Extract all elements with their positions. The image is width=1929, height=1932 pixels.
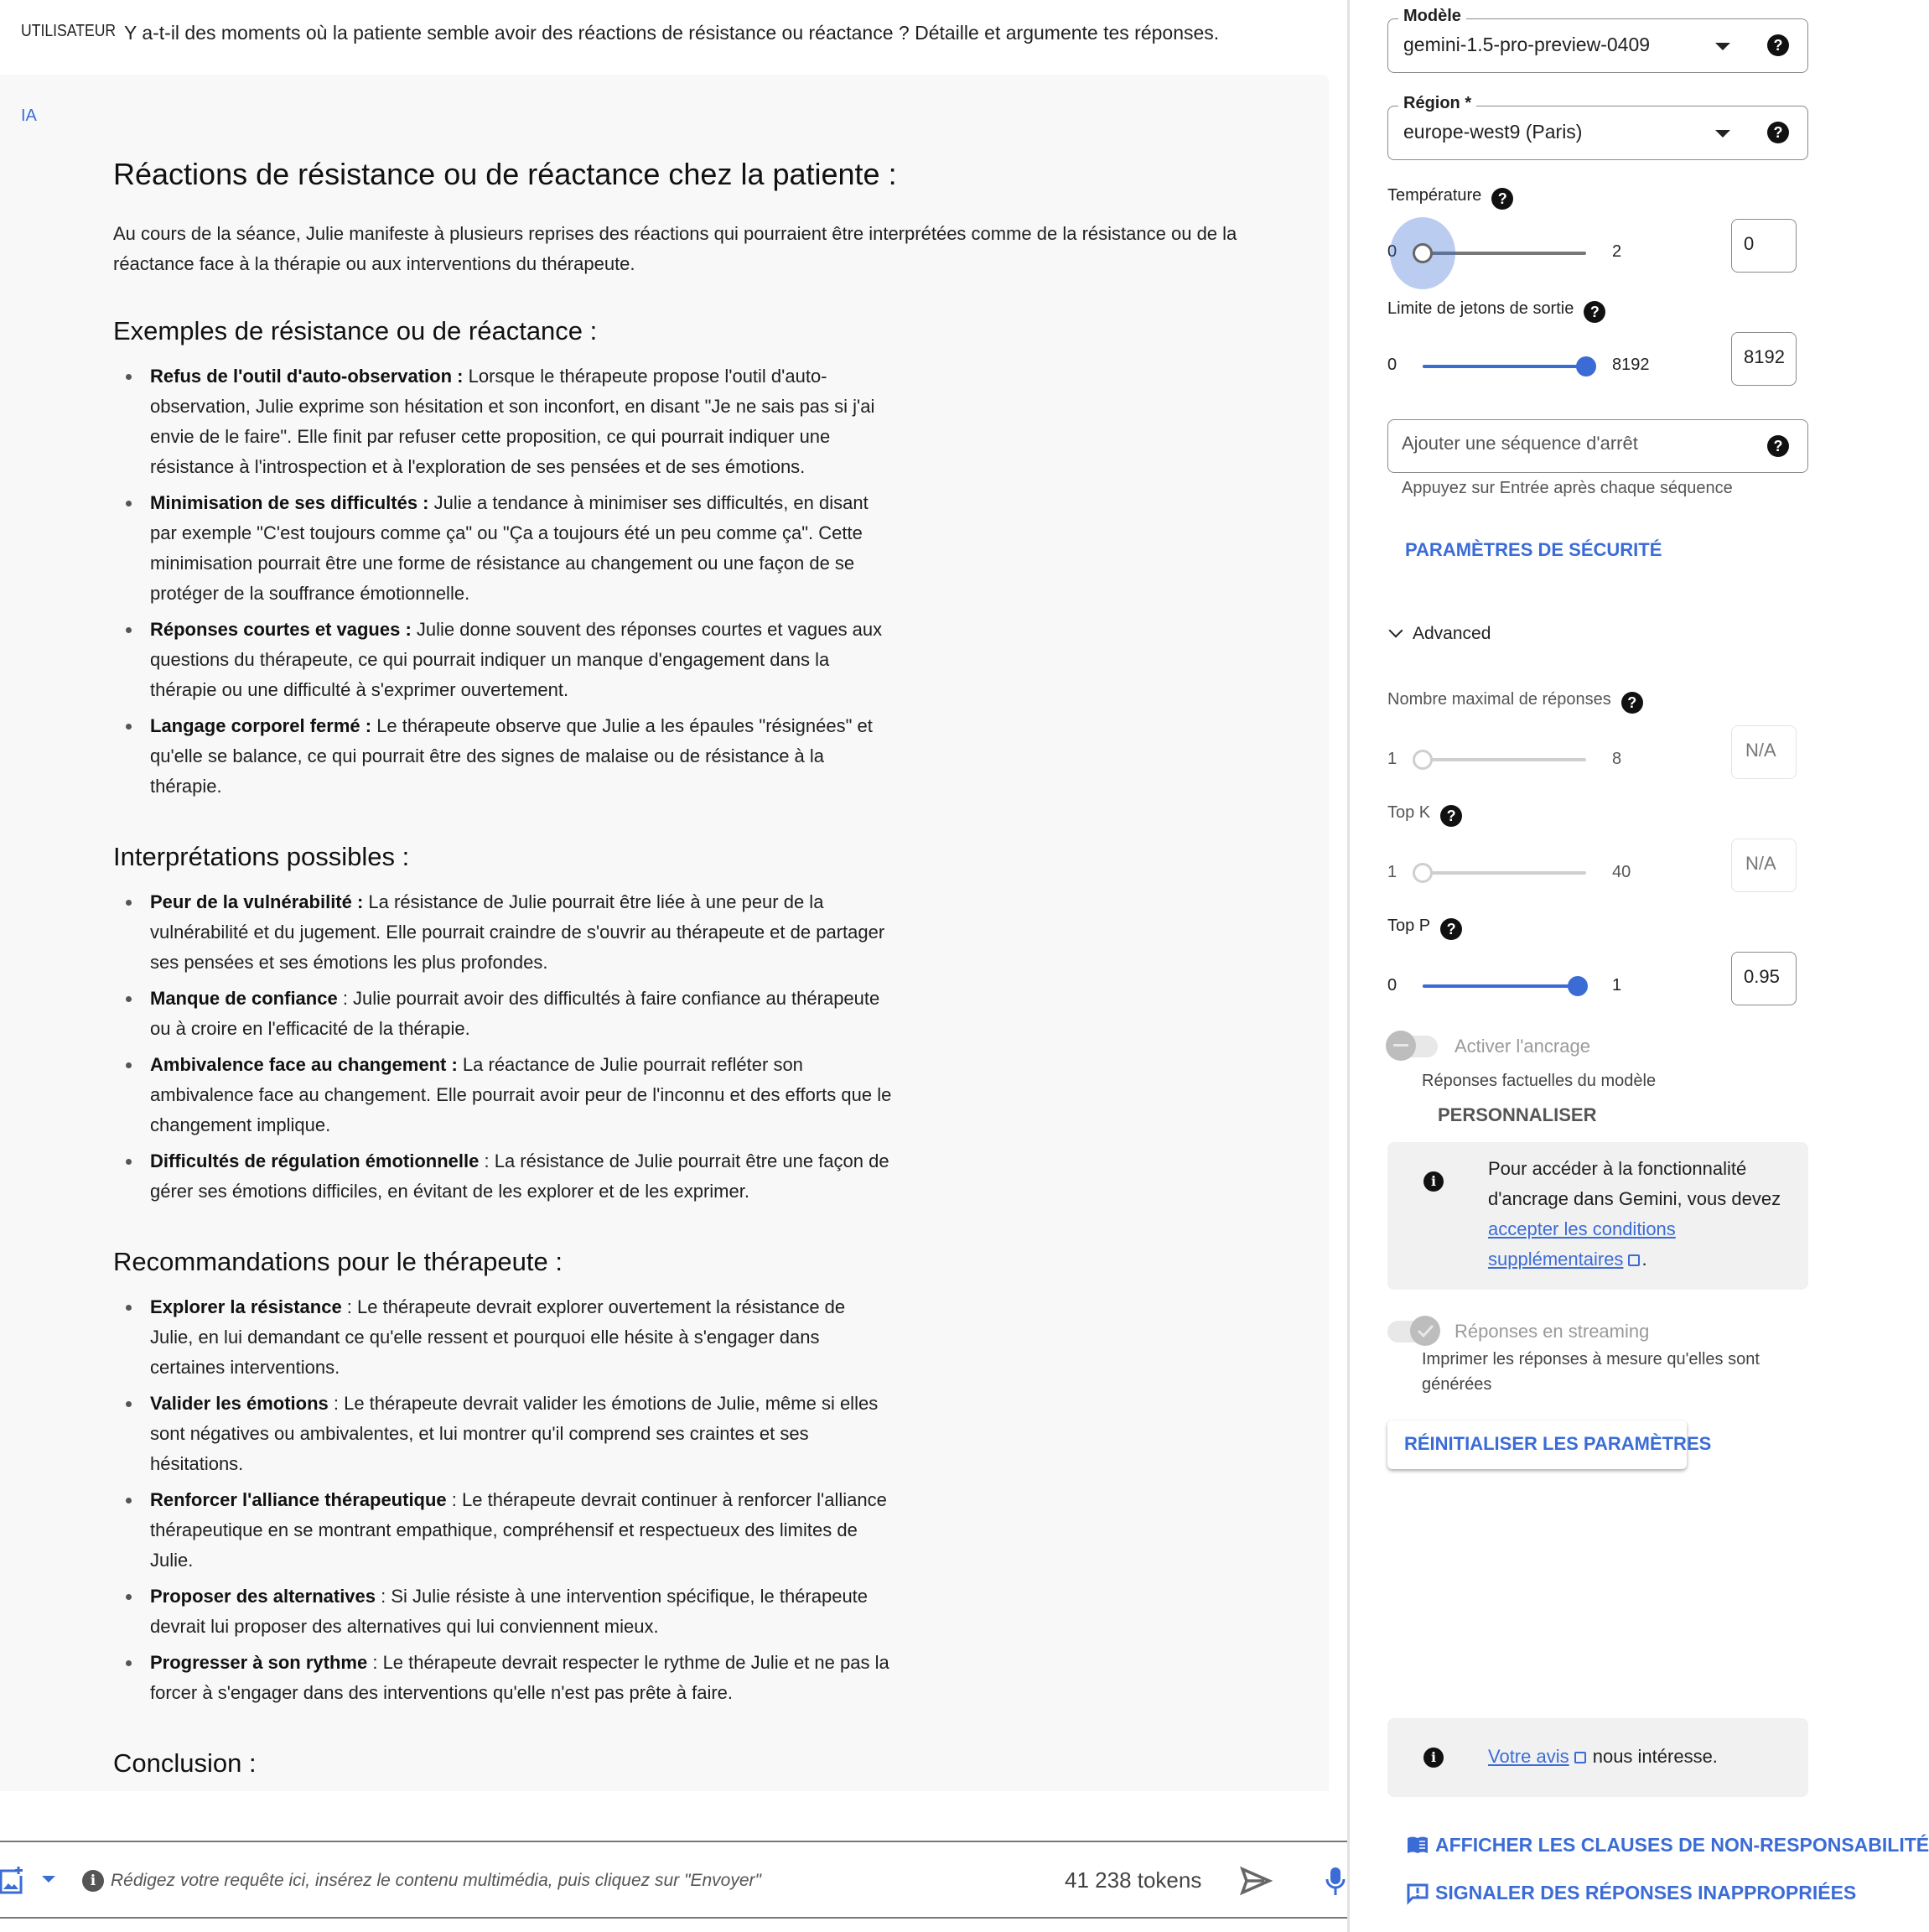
list-item <box>113 1648 893 1708</box>
section-heading: Exemples de résistance ou de réactance : <box>113 316 598 345</box>
list-item-label: Difficultés de régulation émotionnelle <box>150 1150 480 1171</box>
slider-thumb[interactable] <box>1413 863 1433 883</box>
list-item-label: Ambivalence face au changement : <box>150 1054 458 1075</box>
region-label: Région * <box>1398 94 1476 113</box>
max-responses-label <box>1387 690 1643 714</box>
slider-thumb[interactable] <box>1568 976 1588 996</box>
temperature-max: 2 <box>1612 242 1622 261</box>
streaming-description: Imprimer les réponses à mesure qu'elles sont générées <box>1422 1350 1760 1394</box>
external-link-icon <box>1628 1254 1640 1266</box>
max-tokens-label <box>1387 299 1605 323</box>
list-item-text: Julie donne souvent des réponses courtes et vagues aux questions du thérapeute, ce qui pourrait indiquer un manque d'engagement dans la thérapie ou une difficulté à s'exprimer ouvertement. <box>150 619 883 700</box>
chevron-down-icon[interactable] <box>1715 43 1730 50</box>
section-heading: Recommandations pour le thérapeute : <box>113 1247 563 1276</box>
section-heading-truncated: Conclusion : <box>113 1748 257 1778</box>
feedback-text <box>1488 1742 1718 1772</box>
user-message <box>0 0 1329 75</box>
help-icon[interactable]: ? <box>1440 918 1462 940</box>
stop-sequence-field[interactable] <box>1387 419 1808 473</box>
stop-sequence-hint: Appuyez sur Entrée après chaque séquence <box>1402 479 1733 497</box>
slider-thumb[interactable] <box>1576 356 1596 377</box>
list-item-text: : La résistance de Julie pourrait être une façon de gérer ses émotions difficiles, en évitant de les explorer et de les exprimer. <box>150 1150 889 1202</box>
list-item <box>113 488 893 609</box>
top-k-min: 1 <box>1387 863 1397 881</box>
max-responses-min: 1 <box>1387 750 1397 768</box>
report-responses-link[interactable] <box>1407 1882 1856 1904</box>
streaming-toggle[interactable] <box>1387 1321 1438 1343</box>
list-item <box>113 1485 893 1576</box>
top-k-label-text: Top K <box>1387 803 1431 822</box>
response-title: Réactions de résistance ou de réactance chez la patiente : <box>113 157 897 191</box>
list-item-text: Le thérapeute observe que Julie a les épaules "résignées" et qu'elle se balance, ce qui pourrait être des signes de malaise ou de résistance à la thérapie. <box>150 715 873 797</box>
max-tokens-input[interactable]: 8192 <box>1731 332 1797 386</box>
streaming-label: Réponses en streaming <box>1455 1321 1650 1342</box>
help-icon[interactable]: ? <box>1767 122 1789 143</box>
max-tokens-slider[interactable] <box>1423 365 1586 368</box>
advanced-label: Advanced <box>1413 624 1491 643</box>
list-item-text: Lorsque le thérapeute propose l'outil d'auto-observation, Julie exprime son hésitation et son inconfort, en disant "Je ne sais pas si j'ai envie de le faire". Elle finit par refuser cette proposition, ce qui pourrait indiquer une résistance à l'introspection et à l'exploration de ses pensées et de ses émotions. <box>150 366 875 477</box>
max-responses-input[interactable]: N/A <box>1731 725 1797 779</box>
list-item-label: Langage corporel fermé : <box>150 715 372 736</box>
list-item-label: Minimisation de ses difficultés : <box>150 492 429 513</box>
temperature-min: 0 <box>1387 242 1397 261</box>
add-image-icon[interactable] <box>0 1866 25 1894</box>
list-item-text: : Si Julie résiste à une intervention spécifique, le thérapeute devrait lui proposer des alternatives qui lui conviennent mieux. <box>150 1586 869 1637</box>
list-item-label: Valider les émotions <box>150 1393 329 1414</box>
model-value: gemini-1.5-pro-preview-0409 <box>1403 34 1651 55</box>
notice-text-before: Pour accéder à la fonctionnalité d'ancrage dans Gemini, vous devez <box>1488 1158 1781 1209</box>
max-responses-max: 8 <box>1612 750 1622 768</box>
info-icon: i <box>1423 1171 1444 1192</box>
temperature-slider[interactable] <box>1423 252 1586 255</box>
list-item <box>113 1146 893 1207</box>
max-tokens-max: 8192 <box>1612 356 1650 374</box>
safety-settings-link[interactable]: PARAMÈTRES DE SÉCURITÉ <box>1405 539 1662 560</box>
prompt-input[interactable] <box>111 1866 1016 1896</box>
ai-response-content <box>113 153 1270 1794</box>
top-p-slider[interactable] <box>1423 984 1586 988</box>
toggle-knob <box>1410 1316 1440 1346</box>
list-item-label: Refus de l'outil d'auto-observation : <box>150 366 464 387</box>
temperature-label <box>1387 186 1513 210</box>
top-p-label <box>1387 917 1462 940</box>
grounding-notice-text <box>1488 1154 1781 1275</box>
token-count: 41 238 tokens <box>1065 1867 1202 1893</box>
prompt-bar <box>0 1841 1347 1919</box>
list-item-text: Julie a tendance à minimiser ses difficultés, en disant par exemple "C'est toujours comme ça" ou "Ça a toujours été un peu comme ça". Cette minimisation pourrait être une forme de résistance au changement ou une façon de se protéger de la souffrance émotionnelle. <box>150 492 869 604</box>
media-dropdown-caret[interactable] <box>42 1876 55 1883</box>
top-p-input[interactable]: 0.95 <box>1731 952 1797 1005</box>
send-icon[interactable] <box>1239 1864 1273 1898</box>
info-icon: i <box>1423 1748 1444 1768</box>
settings-panel <box>1347 0 1929 1932</box>
section-list <box>113 1292 893 1708</box>
top-p-max: 1 <box>1612 976 1622 995</box>
list-item-text: : Le thérapeute devrait continuer à renforcer l'alliance thérapeutique en se montrant empathique, compréhensif et respectueux des limites de Julie. <box>150 1489 887 1571</box>
top-p-min: 0 <box>1387 976 1397 995</box>
ai-role-label: IA <box>21 106 37 125</box>
chevron-down-icon <box>1389 624 1403 638</box>
grounding-description: Réponses factuelles du modèle <box>1422 1072 1657 1090</box>
list-item <box>113 711 893 802</box>
list-item-text: : Le thérapeute devrait respecter le rythme de Julie et ne pas la forcer à s'engager dans des interventions qu'elle n'est pas prête à faire. <box>150 1652 889 1703</box>
list-item <box>113 887 893 978</box>
list-item-label: Explorer la résistance <box>150 1296 342 1317</box>
info-icon: i <box>82 1870 104 1892</box>
grounding-notice <box>1387 1142 1808 1290</box>
top-p-label-text: Top P <box>1387 917 1431 935</box>
list-item-label: Renforcer l'alliance thérapeutique <box>150 1489 447 1510</box>
feedback-link[interactable]: Votre avis <box>1488 1746 1569 1767</box>
book-icon <box>1407 1836 1429 1854</box>
list-item-text: La résistance de Julie pourrait être liée à une peur de la vulnérabilité et du jugement. Elle pourrait craindre de s'ouvrir au thérapeute et de partager ses pensées et ses émotions les plus profondes. <box>150 891 885 973</box>
list-item-label: Manque de confiance <box>150 988 338 1009</box>
stop-sequence-input[interactable] <box>1402 433 1754 454</box>
mic-icon[interactable] <box>1326 1864 1346 1898</box>
chevron-down-icon[interactable] <box>1715 130 1730 138</box>
top-k-input[interactable]: N/A <box>1731 839 1797 892</box>
help-icon[interactable]: ? <box>1491 188 1513 210</box>
region-select[interactable] <box>1387 94 1808 160</box>
response-intro: Au cours de la séance, Julie manifeste à plusieurs reprises des réactions qui pourraient être interprétées comme de la résistance ou de la réactance face à la thérapie ou aux interventions du thérapeute. <box>113 223 1237 274</box>
toggle-knob <box>1386 1031 1416 1061</box>
temperature-label-text: Température <box>1387 186 1482 205</box>
max-responses-slider[interactable] <box>1423 758 1586 761</box>
accept-terms-link[interactable]: accepter les conditions supplémentaires <box>1488 1218 1676 1270</box>
help-icon[interactable]: ? <box>1584 301 1605 323</box>
disclaimers-link-label: AFFICHER LES CLAUSES DE NON-RESPONSABILITÉ <box>1435 1834 1929 1856</box>
list-item <box>113 1050 893 1140</box>
customize-button[interactable]: PERSONNALISER <box>1438 1104 1597 1125</box>
section-heading: Interprétations possibles : <box>113 842 410 871</box>
report-responses-link-label: SIGNALER DES RÉPONSES INAPPROPRIÉES <box>1435 1882 1857 1903</box>
grounding-label: Activer l'ancrage <box>1455 1036 1590 1057</box>
list-item-label: Progresser à son rythme <box>150 1652 368 1673</box>
section-list <box>113 361 893 802</box>
slider-fill <box>1423 984 1578 988</box>
temperature-input[interactable]: 0 <box>1731 219 1797 273</box>
list-item-text: : Le thérapeute devrait valider les émotions de Julie, même si elles sont négatives ou ambivalentes, et lui montrer qu'il comprend ses craintes et ses hésitations. <box>150 1393 879 1474</box>
notice-text-after: . <box>1641 1249 1647 1270</box>
help-icon[interactable]: ? <box>1440 805 1462 827</box>
section-list <box>113 887 893 1207</box>
user-role-label: UTILISATEUR <box>21 22 117 40</box>
list-item <box>113 1581 893 1642</box>
list-item-text: La réactance de Julie pourrait refléter son ambivalence face au changement. Elle pourrait avoir peur de l'inconnu et des efforts que le changement implique. <box>150 1054 892 1135</box>
top-k-label <box>1387 803 1462 827</box>
max-tokens-min: 0 <box>1387 356 1397 374</box>
check-icon <box>1410 1316 1440 1346</box>
slider-thumb[interactable] <box>1413 750 1433 770</box>
advanced-toggle[interactable] <box>1387 624 1491 644</box>
list-item-text: : Julie pourrait avoir des difficultés à faire confiance au thérapeute ou à croire en l'efficacité de la thérapie. <box>150 988 880 1039</box>
list-item-text: : Le thérapeute devrait explorer ouvertement la résistance de Julie, en lui demandant ce qu'elle ressent et pourquoi elle hésite à s'engager dans certaines interventions. <box>150 1296 846 1378</box>
list-item <box>113 615 893 705</box>
grounding-toggle[interactable] <box>1387 1036 1438 1057</box>
list-item <box>113 1389 893 1479</box>
top-k-max: 40 <box>1612 863 1631 881</box>
disclaimers-link[interactable] <box>1407 1834 1929 1857</box>
report-icon <box>1407 1883 1429 1902</box>
user-message-text: Y a-t-il des moments où la patiente semble avoir des réactions de résistance ou réactance ? Détaille et argumente tes réponses. <box>124 22 1220 44</box>
max-responses-label-text: Nombre maximal de réponses <box>1387 690 1611 709</box>
feedback-text-after: nous intéresse. <box>1587 1746 1718 1767</box>
list-item <box>113 361 893 482</box>
ai-response <box>0 75 1329 1791</box>
list-item <box>113 984 893 1044</box>
max-tokens-label-text: Limite de jetons de sortie <box>1387 299 1574 318</box>
list-item <box>113 1292 893 1383</box>
help-icon[interactable]: ? <box>1621 692 1643 714</box>
help-icon[interactable]: ? <box>1767 34 1789 56</box>
slider-fill <box>1423 365 1586 368</box>
model-select[interactable] <box>1387 7 1808 73</box>
top-k-slider[interactable] <box>1423 871 1586 875</box>
list-item-label: Peur de la vulnérabilité : <box>150 891 364 912</box>
slider-thumb[interactable] <box>1413 243 1433 263</box>
help-icon[interactable]: ? <box>1767 435 1789 457</box>
model-label: Modèle <box>1398 7 1466 26</box>
list-item-label: Proposer des alternatives <box>150 1586 376 1607</box>
reset-settings-button[interactable]: RÉINITIALISER LES PARAMÈTRES <box>1387 1420 1687 1469</box>
region-value: europe-west9 (Paris) <box>1403 121 1583 143</box>
list-item-label: Réponses courtes et vagues : <box>150 619 412 640</box>
feedback-notice <box>1387 1718 1808 1797</box>
external-link-icon <box>1574 1752 1586 1763</box>
